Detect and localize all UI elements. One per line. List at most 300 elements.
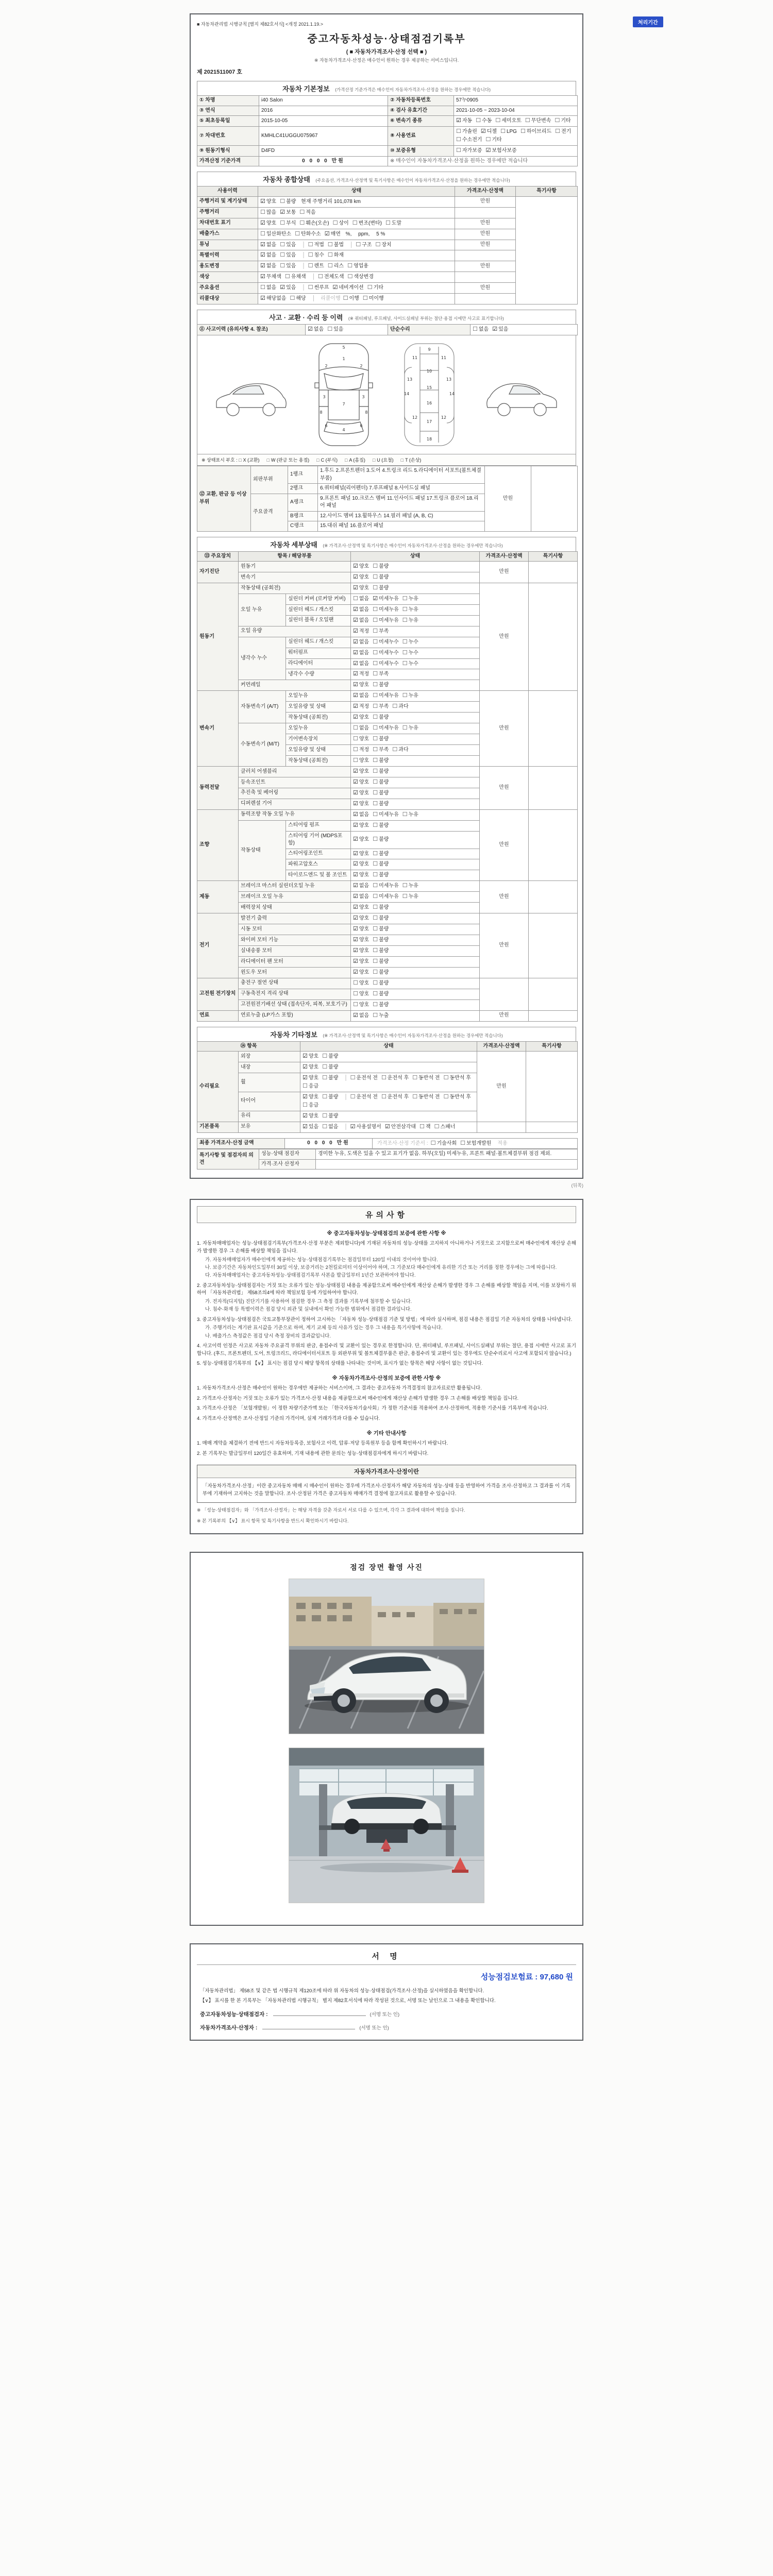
checkbox-option[interactable]: [456, 117, 472, 125]
notice-item: 1. 자동차매매업자는 성능·상태점검기록부(가격조사·산정 부분은 제외합니다)에 기재된 자동차의 성능·상태를 고지하지 아니하거나 거짓으로 고지함으로써 매수인에게 재산상 손해가 발생한 경우 그 손해를 배상할 책임을 집니다.: [197, 1241, 576, 1255]
checkbox-option[interactable]: [353, 871, 369, 879]
checkbox-option[interactable]: [350, 1093, 378, 1101]
checkbox-option[interactable]: [402, 638, 418, 647]
checkbox-option[interactable]: [376, 241, 392, 249]
diagram-part-number: 12: [412, 415, 417, 420]
cell: [480, 978, 529, 1010]
checkbox-option[interactable]: [373, 822, 389, 830]
checkbox-label: 전기: [561, 128, 572, 134]
special-notes-table: [197, 1149, 578, 1170]
checkbox-option[interactable]: [303, 1082, 318, 1091]
cell-text: 원동기: [241, 563, 256, 569]
checkbox-label: 일산화탄소: [266, 231, 292, 237]
checkbox-label: 디젤: [486, 128, 497, 134]
checkbox-option[interactable]: [260, 209, 276, 217]
checkbox-label: 매연: [330, 231, 341, 237]
cell-text: 만원: [499, 842, 509, 848]
checkbox-option[interactable]: [373, 746, 389, 754]
cell: [351, 1010, 480, 1021]
checkbox-label: 없음: [359, 811, 369, 818]
checkbox-label: 부식: [286, 220, 296, 226]
checkbox-option[interactable]: [353, 649, 369, 657]
row-label: [197, 218, 258, 229]
checkbox-option[interactable]: [392, 703, 408, 711]
checkbox-option[interactable]: [280, 251, 296, 260]
checkbox-option[interactable]: [412, 1074, 440, 1082]
checkbox-option[interactable]: [500, 128, 517, 136]
checkbox-icon: ☐: [402, 617, 408, 623]
checkbox-option[interactable]: [308, 326, 324, 334]
checkbox-option[interactable]: [434, 1123, 456, 1131]
checkbox-option[interactable]: [353, 660, 369, 668]
checkbox-checked-icon: ☑: [332, 284, 338, 291]
checkbox-option[interactable]: [385, 219, 401, 228]
checkbox-option[interactable]: [353, 969, 369, 977]
checkbox-option[interactable]: [402, 882, 418, 890]
checkbox-option[interactable]: [325, 230, 341, 239]
checkbox-label: 무단변속: [531, 118, 551, 124]
cell: [351, 881, 480, 892]
checkbox-option[interactable]: [353, 893, 369, 901]
checkbox-option[interactable]: [290, 295, 306, 303]
checkbox-option[interactable]: [402, 660, 418, 668]
checkbox-option[interactable]: [353, 860, 369, 869]
checkbox-option[interactable]: [353, 850, 369, 858]
checkbox-option[interactable]: [373, 563, 389, 571]
checkbox-option[interactable]: [322, 1053, 338, 1061]
checkbox-option[interactable]: [373, 860, 389, 869]
cell-text: 워터펌프: [288, 650, 308, 656]
checkbox-option[interactable]: [444, 1093, 471, 1101]
checkbox-option[interactable]: [373, 979, 389, 988]
checkbox-option[interactable]: [373, 692, 399, 700]
checkbox-icon: ☐: [308, 263, 313, 269]
checkbox-option[interactable]: [402, 649, 418, 657]
checkbox-option[interactable]: [460, 1140, 491, 1148]
cell: [351, 723, 480, 734]
checkbox-option[interactable]: [322, 1063, 338, 1072]
cell-text: 변속기: [199, 725, 214, 731]
checkbox-option[interactable]: [328, 262, 344, 270]
checkbox-option[interactable]: [373, 670, 389, 679]
checkbox-icon: ☐: [353, 747, 358, 753]
cell: [286, 870, 351, 881]
checkbox-option[interactable]: [554, 117, 570, 125]
checkbox-option[interactable]: [308, 262, 324, 270]
checkbox-option[interactable]: [353, 735, 369, 743]
lift-photo-image: [289, 1748, 484, 1903]
checkbox-option[interactable]: [353, 670, 369, 679]
checkbox-icon: ☐: [308, 284, 313, 291]
checkbox-icon: ☐: [373, 904, 378, 911]
checkbox-option[interactable]: [402, 811, 418, 819]
checkbox-option[interactable]: [486, 136, 502, 144]
checkbox-label: 불량: [379, 937, 389, 943]
checkbox-option[interactable]: [373, 882, 399, 890]
checkbox-label: 없음: [359, 617, 369, 623]
checkbox-option[interactable]: [373, 958, 389, 966]
checkbox-label: 불량: [379, 991, 389, 997]
checkbox-option[interactable]: [373, 628, 389, 636]
checkbox-option[interactable]: [373, 836, 389, 844]
checkbox-option[interactable]: [419, 1123, 431, 1131]
checkbox-option[interactable]: [322, 1074, 338, 1082]
cell-text: 기어변속장치: [288, 736, 318, 742]
checkbox-checked-icon: ☑: [353, 883, 358, 889]
car-diagrams: [197, 335, 576, 454]
checkbox-option[interactable]: [353, 836, 369, 844]
cell: [239, 989, 351, 999]
checkbox-option[interactable]: [373, 800, 389, 808]
cell-text: 12.사이드 멤버 13.휠하우스 14.필러 패널 (A, B, C): [320, 513, 433, 519]
checkbox-option[interactable]: [280, 241, 296, 249]
checkbox-option[interactable]: [350, 1074, 378, 1082]
checkbox-option[interactable]: [295, 230, 321, 239]
checkbox-option[interactable]: [327, 326, 343, 334]
checkbox-option[interactable]: [280, 284, 296, 292]
checkbox-label: 미세누수: [379, 650, 399, 656]
checkbox-option[interactable]: [353, 958, 369, 966]
checkbox-option[interactable]: [473, 326, 489, 334]
checkbox-option[interactable]: [373, 871, 389, 879]
checkbox-option[interactable]: [353, 882, 369, 890]
cell: [454, 126, 578, 145]
checkbox-icon: ☐: [381, 1074, 386, 1081]
checkbox-option[interactable]: [431, 1140, 457, 1148]
checkbox-option[interactable]: [322, 1123, 338, 1131]
checkbox-option[interactable]: [353, 703, 369, 711]
checkbox-option[interactable]: [303, 1123, 318, 1131]
checkbox-label: 불량: [379, 790, 389, 796]
checkbox-option[interactable]: [353, 595, 369, 603]
checkbox-option[interactable]: [353, 811, 369, 819]
cell: [286, 820, 351, 831]
checkbox-checked-icon: ☑: [303, 1063, 308, 1070]
signature-line[interactable]: [262, 2023, 355, 2029]
checkbox-label: 있음: [286, 252, 296, 259]
checkbox-option[interactable]: [353, 573, 369, 582]
checkbox-option[interactable]: [373, 606, 399, 614]
checkbox-icon: ☐: [373, 714, 378, 721]
checkbox-option[interactable]: [385, 1123, 416, 1131]
cell-text: 조향: [199, 842, 210, 848]
checkbox-option[interactable]: [520, 128, 551, 136]
checkbox-option[interactable]: [353, 638, 369, 647]
checkbox-checked-icon: ☑: [353, 628, 358, 634]
checkbox-option[interactable]: [260, 198, 276, 206]
checkbox-option[interactable]: [392, 746, 408, 754]
table-row: [197, 187, 578, 197]
checkbox-option[interactable]: [353, 714, 369, 722]
checkbox-option[interactable]: [373, 893, 399, 901]
cell: [239, 1010, 351, 1021]
checkbox-option[interactable]: [402, 724, 418, 733]
checkbox-option[interactable]: [353, 979, 369, 988]
cell-text: 작동상태 (공회전): [288, 757, 328, 764]
cell: [373, 1138, 578, 1149]
checkbox-option[interactable]: [363, 295, 384, 303]
checkbox-option[interactable]: [343, 295, 359, 303]
checkbox-option[interactable]: [347, 273, 374, 281]
checkbox-option[interactable]: [486, 147, 517, 155]
column-header: [529, 551, 578, 562]
checkbox-option[interactable]: [367, 284, 383, 292]
checkbox-label: 미세누유: [379, 894, 399, 900]
checkbox-option[interactable]: [373, 584, 389, 592]
checkbox-label: 스패너: [440, 1124, 456, 1130]
section-other-note: (※ 가격조사·산정액 및 특기사항은 매수인이 자동차가격조사·산정을 원하는 경우에만 적습니다): [323, 1032, 503, 1038]
checkbox-option[interactable]: [402, 617, 418, 625]
cell: [480, 562, 529, 583]
checkbox-option[interactable]: [402, 606, 418, 614]
checkbox-option[interactable]: [373, 735, 389, 743]
cell: [529, 809, 578, 881]
checkbox-option[interactable]: [356, 241, 372, 249]
checkbox-option[interactable]: [373, 778, 389, 787]
cell: [455, 261, 516, 272]
checkbox-option[interactable]: [353, 563, 369, 571]
cell: [480, 691, 529, 767]
checkbox-label: 사용설명서: [356, 1124, 381, 1130]
checkbox-option[interactable]: [353, 768, 369, 776]
checkbox-option[interactable]: [353, 778, 369, 787]
checkbox-option[interactable]: [481, 128, 497, 136]
cell: [318, 484, 485, 494]
checkbox-option[interactable]: [299, 219, 329, 228]
diagram-part-number: 15: [426, 385, 432, 391]
checkbox-option[interactable]: [260, 284, 276, 292]
checkbox-option[interactable]: [353, 947, 369, 955]
checkbox-option[interactable]: [299, 209, 315, 217]
checkbox-label: 양호: [359, 715, 369, 721]
checkbox-option[interactable]: [373, 789, 389, 798]
checkbox-option[interactable]: [353, 1012, 369, 1020]
checkbox-icon: ☐: [373, 979, 378, 986]
checkbox-option[interactable]: [303, 1101, 318, 1110]
checkbox-option[interactable]: [456, 128, 477, 136]
checkbox-option[interactable]: [350, 1123, 381, 1131]
checkbox-option[interactable]: [280, 262, 296, 270]
checkbox-option[interactable]: [381, 1074, 409, 1082]
checkbox-option[interactable]: [308, 241, 324, 249]
checkbox-option[interactable]: [260, 273, 281, 281]
checkbox-label: 미이행: [368, 296, 384, 302]
checkbox-option[interactable]: [353, 606, 369, 614]
cell: [351, 734, 480, 745]
car-side-view-right-diagram: [483, 366, 561, 423]
checkbox-option[interactable]: [353, 617, 369, 625]
checkbox-option[interactable]: [353, 584, 369, 592]
cell: [239, 945, 351, 956]
checkbox-option[interactable]: [260, 230, 291, 239]
row-label: [197, 156, 259, 166]
row-label: [197, 466, 251, 532]
checkbox-option[interactable]: [353, 692, 369, 700]
cell: [351, 924, 480, 935]
signature-line[interactable]: [273, 2010, 366, 2016]
checkbox-option[interactable]: [280, 219, 296, 228]
checkbox-option[interactable]: [303, 1093, 318, 1101]
cell: [351, 745, 480, 756]
checkbox-option[interactable]: [303, 1063, 318, 1072]
checkbox-option[interactable]: [303, 1112, 318, 1121]
checkbox-option[interactable]: [353, 628, 369, 636]
basic-info-table: [197, 95, 578, 166]
checkbox-option[interactable]: [333, 219, 349, 228]
cell: [286, 849, 351, 859]
checkbox-option[interactable]: [353, 914, 369, 923]
signature-title: 서 명: [197, 1951, 576, 1965]
checkbox-option[interactable]: [353, 1001, 369, 1009]
checkbox-icon: ☐: [299, 219, 305, 226]
checkbox-label: 없음: [266, 263, 277, 269]
checkbox-option[interactable]: [402, 595, 418, 603]
checkbox-icon: ☐: [476, 117, 481, 124]
checkbox-option[interactable]: [373, 617, 399, 625]
checkbox-option[interactable]: [373, 757, 389, 765]
checkbox-option[interactable]: [555, 128, 571, 136]
checkbox-icon: ☐: [473, 326, 478, 333]
cell-text: 오일유량 및 상태: [288, 703, 326, 709]
section-detail-title: 자동차 세부상태: [270, 540, 317, 549]
cell-text: 만원: [499, 1012, 509, 1019]
checkbox-option[interactable]: [260, 219, 276, 228]
cell-text: 냉각수 누수: [241, 655, 267, 661]
checkbox-option[interactable]: [353, 904, 369, 912]
checkbox-option[interactable]: [260, 241, 276, 249]
checkbox-option[interactable]: [402, 692, 418, 700]
checkbox-option[interactable]: [525, 117, 551, 125]
row-label: [197, 272, 258, 283]
checkbox-option[interactable]: [373, 914, 389, 923]
checkbox-option[interactable]: [353, 681, 369, 689]
checkbox-option[interactable]: [322, 1093, 338, 1101]
cell-text: 배력장치 상태: [241, 904, 272, 910]
checkbox-option[interactable]: [373, 969, 389, 977]
checkbox-option[interactable]: [456, 147, 482, 155]
checkbox-label: 양호: [359, 916, 369, 922]
checkbox-option[interactable]: [373, 681, 389, 689]
checkbox-option[interactable]: [373, 990, 389, 998]
checkbox-option[interactable]: [412, 1093, 440, 1101]
row-label: [197, 1010, 239, 1021]
checkbox-option[interactable]: [260, 251, 276, 260]
checkbox-option[interactable]: [476, 117, 492, 125]
checkbox-option[interactable]: [456, 136, 482, 144]
checkbox-option[interactable]: [373, 904, 389, 912]
checkbox-option[interactable]: [373, 1012, 389, 1020]
checkbox-option[interactable]: [328, 251, 344, 260]
checkbox-checked-icon: ☑: [353, 660, 358, 667]
section-overall-title: 자동차 종합상태: [263, 176, 310, 184]
checkbox-option[interactable]: [308, 251, 324, 260]
checkbox-option[interactable]: [353, 789, 369, 798]
checkbox-option[interactable]: [353, 822, 369, 830]
checkbox-option[interactable]: [322, 1112, 338, 1121]
checkbox-option[interactable]: [402, 893, 418, 901]
signer-rows: [197, 2010, 576, 2031]
checkbox-option[interactable]: [381, 1093, 409, 1101]
checkbox-checked-icon: ☑: [303, 1053, 308, 1059]
checkbox-option[interactable]: [373, 595, 399, 603]
cell-text: KMHLC41UGGU075967: [261, 132, 318, 139]
notice-subitem: 다. 자동차매매업자는 중고자동차성능·상태점검기록부 사본을 발급일부터 1년간 보관하여야 합니다.: [205, 1273, 416, 1279]
checkbox-option[interactable]: [353, 936, 369, 944]
checkbox-checked-icon: ☑: [280, 209, 285, 215]
checkbox-option[interactable]: [303, 1074, 318, 1082]
cell: [351, 755, 480, 766]
legend-item-label: W (판금 또는 용접): [271, 457, 310, 463]
checkbox-option[interactable]: [495, 117, 522, 125]
checkbox-option[interactable]: [373, 768, 389, 776]
checkbox-option[interactable]: [353, 925, 369, 934]
checkbox-label: 적정: [359, 628, 369, 634]
checkbox-option[interactable]: [353, 746, 369, 754]
checkbox-option[interactable]: [285, 273, 306, 281]
checkbox-option[interactable]: [352, 219, 382, 228]
row-label: [197, 294, 258, 304]
cell: [351, 989, 480, 999]
checkbox-option[interactable]: [347, 262, 368, 270]
checkbox-label: 없음: [359, 606, 369, 613]
checkbox-option[interactable]: [444, 1074, 471, 1082]
checkbox-label: 부족: [379, 671, 389, 677]
cell-text: 배출가스: [199, 231, 220, 237]
checkbox-option[interactable]: [373, 660, 399, 668]
checkbox-option[interactable]: [373, 947, 389, 955]
checkbox-option[interactable]: [318, 273, 344, 281]
checkbox-option[interactable]: [373, 638, 399, 647]
checkbox-option[interactable]: [373, 724, 399, 733]
cell: [239, 777, 351, 788]
checkbox-option[interactable]: [373, 714, 389, 722]
checkbox-option[interactable]: [373, 936, 389, 944]
checkbox-label: 불량: [379, 564, 389, 570]
checkbox-option[interactable]: [260, 295, 287, 303]
checkbox-option[interactable]: [280, 209, 296, 217]
checkbox-label: 없음: [359, 894, 369, 900]
cell-text: ⑬ 주요장치: [204, 553, 231, 559]
checkbox-option[interactable]: [373, 649, 399, 657]
cell: [258, 272, 455, 283]
checkbox-option[interactable]: [303, 1053, 318, 1061]
checkbox-option[interactable]: [260, 262, 276, 270]
cell: [480, 583, 529, 690]
checkbox-option[interactable]: [373, 573, 389, 582]
signature-legal-2: 【∨】 표시를 한 본 기록부는 「자동차관리법 시행규칙」 별지 제82호서식에 따라 작성된 것으로, 서명 또는 날인으로 그 내용을 확인합니다.: [200, 1997, 496, 2004]
checkbox-label: 썬루프: [314, 285, 329, 291]
checkbox-option[interactable]: [373, 703, 389, 711]
photos-sheet: [190, 1552, 583, 1926]
checkbox-icon: ☐: [485, 136, 491, 143]
checkbox-option[interactable]: [353, 990, 369, 998]
checkbox-option[interactable]: [353, 757, 369, 765]
checkbox-option[interactable]: [280, 198, 296, 206]
checkbox-option[interactable]: [492, 326, 508, 334]
checkbox-option[interactable]: [373, 850, 389, 858]
checkbox-option[interactable]: [353, 724, 369, 733]
checkbox-option[interactable]: [333, 284, 364, 292]
row-label: [197, 145, 259, 156]
checkbox-option[interactable]: [328, 241, 344, 249]
checkbox-option[interactable]: [308, 284, 329, 292]
checkbox-icon: ☐: [373, 822, 378, 828]
checkbox-option[interactable]: [353, 800, 369, 808]
checkbox-option[interactable]: [373, 925, 389, 934]
checkbox-option[interactable]: [373, 811, 399, 819]
checkbox-option[interactable]: [373, 1001, 389, 1009]
cell-text: 가격조사·산정액: [467, 188, 503, 194]
